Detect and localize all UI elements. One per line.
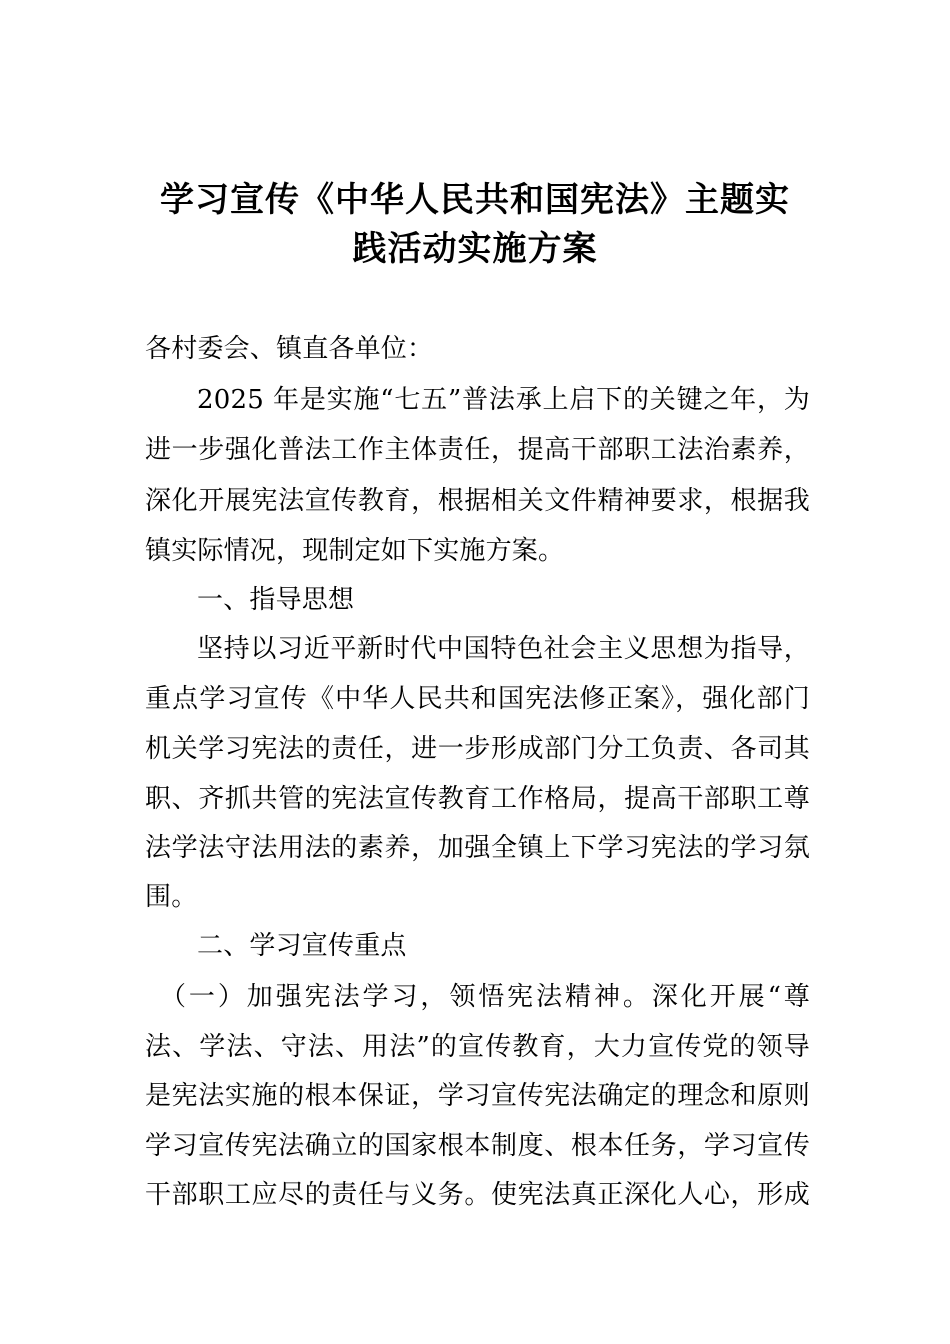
section-heading: 一、指导思想 <box>197 585 355 615</box>
document-title-line-2: 践活动实施方案 <box>352 229 598 269</box>
paragraph-line: 干部职工应尽的责任与义务。使宪法真正深化人心，形成 <box>145 1180 810 1210</box>
section-heading: 二、学习宣传重点 <box>197 931 407 961</box>
paragraph-line: 2025 年是实施“七五”普法承上启下的关键之年，为 <box>197 385 810 415</box>
paragraph-line: 职、齐抓共管的宪法宣传教育工作格局，提高干部职工尊 <box>145 784 810 814</box>
paragraph-line: 机关学习宪法的责任，进一步形成部门分工负责、各司其 <box>145 734 810 764</box>
paragraph-line: 进一步强化普法工作主体责任，提高干部职工法治素养， <box>145 435 810 465</box>
paragraph-line: 坚持以习近平新时代中国特色社会主义思想为指导， <box>197 634 810 664</box>
salutation: 各村委会、镇直各单位： <box>145 334 434 364</box>
paragraph-line: （一）加强宪法学习，领悟宪法精神。深化开展“尊 <box>160 982 810 1012</box>
paragraph-line: 法、学法、守法、用法”的宣传教育，大力宣传党的领导 <box>145 1032 810 1062</box>
paragraph-line: 学习宣传宪法确立的国家根本制度、根本任务，学习宣传 <box>145 1131 810 1161</box>
document-title-line-1: 学习宣传《中华人民共和国宪法》主题实 <box>160 180 790 220</box>
paragraph-line: 围。 <box>145 882 198 912</box>
paragraph-line: 深化开展宪法宣传教育，根据相关文件精神要求，根据我 <box>145 486 810 516</box>
paragraph-line: 镇实际情况，现制定如下实施方案。 <box>145 536 565 566</box>
paragraph-line: 法学法守法用法的素养，加强全镇上下学习宪法的学习氛 <box>145 833 810 863</box>
paragraph-line: 重点学习宣传《中华人民共和国宪法修正案》，强化部门 <box>145 684 810 714</box>
paragraph-line: 是宪法实施的根本保证，学习宣传宪法确定的理念和原则 <box>145 1081 810 1111</box>
